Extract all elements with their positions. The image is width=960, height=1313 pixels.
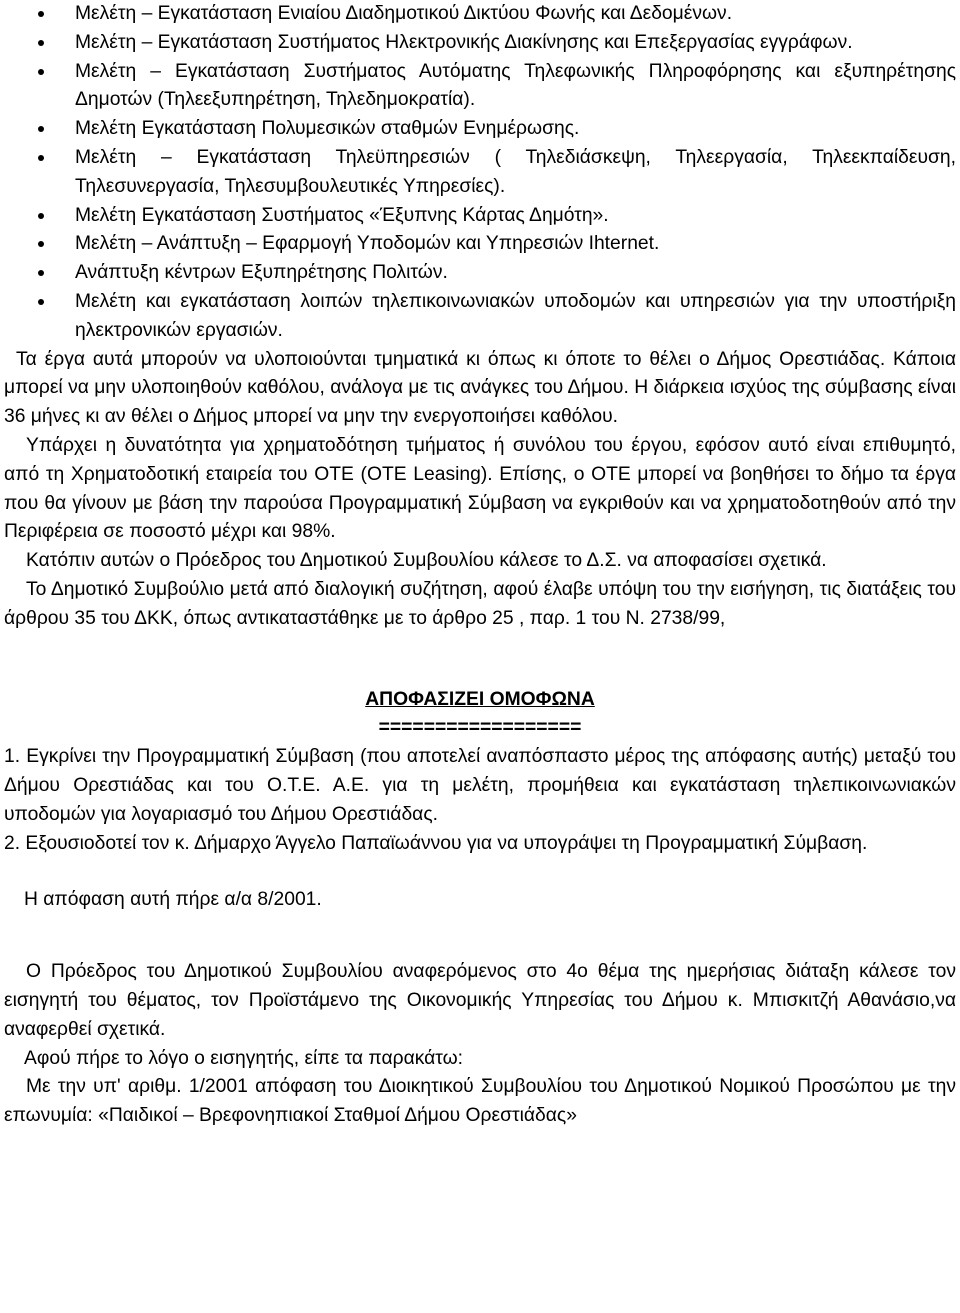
list-item: Μελέτη – Ανάπτυξη – Εφαρμογή Υποδομών και Υπηρεσιών Ihternet. <box>4 230 956 259</box>
decision-number: Η απόφαση αυτή πήρε α/α 8/2001. <box>24 889 322 911</box>
bullet-icon <box>38 126 44 132</box>
bullet-icon <box>38 40 44 46</box>
decision-heading: ΑΠΟΦΑΣΙΖΕΙ ΟΜΟΦΩΝΑ <box>365 688 595 710</box>
list-item: Μελέτη Εγκατάσταση Συστήματος «Έξυπνης Κάρτας Δημότη». <box>4 202 956 231</box>
bullet-icon <box>38 213 44 219</box>
decision-item-2: 2. Εξουσιοδοτεί τον κ. Δήμαρχο Άγγελο Παπαϊωάννου για να υπογράψει τη Προγραμματική Σύμβαση. <box>4 832 868 854</box>
decision-item-1: 1. Εγκρίνει την Προγραμματική Σύμβαση (που αποτελεί αναπόσπαστο μέρος της απόφασης αυτής) μεταξύ του Δήμου Ορεστιάδας και του Ο.Τ.Ε. Α.Ε. για τη μελέτη, προμήθεια και εγκατάσταση τηλεπικοινωνιακών υποδομών για λογαριασμό του Δήμου Ορεστιάδας. <box>4 746 956 825</box>
paragraph-rapporteur: Αφού πήρε το λόγο ο εισηγητής, είπε τα παρακάτω: <box>24 1047 464 1069</box>
list-item: Μελέτη – Εγκατάσταση Τηλεϋπηρεσιών ( Τηλεδιάσκεψη, Τηλεεργασία, Τηλεεκπαίδευση, Τηλεσυνεργασία, Τηλεσυμβουλευτικές Υπηρεσίες). <box>4 144 956 202</box>
paragraph-financing: Υπάρχει η δυνατότητα για χρηματοδότηση τμήματος ή συνόλου του έργου, εφόσον αυτό είναι επιθυμητό, από τη Χρηματοδοτική εταιρεία του ΟΤΕ (ΟΤΕ Leasing). Επίσης, ο ΟΤΕ μπορεί να βοηθήσει το δήμο τα έργα που θα γίνουν με βάση την παρούσα Προγραμματική Σύμβαση να εγκριθούν και να χρηματοδοτηθούν από την Περιφέρεια σε ποσοστό μέχρι και 98%. <box>4 434 956 543</box>
paragraph-council-deliberation: Το Δημοτικό Συμβούλιο μετά από διαλογική συζήτηση, αφού έλαβε υπόψη του την εισήγηση, τις διατάξεις του άρθρου 35 του ΔΚΚ, όπως αντικαταστάθηκε με το άρθρο 25 , παρ. 1 του Ν. 2738/99, <box>4 578 956 629</box>
project-list <box>4 0 956 346</box>
paragraph-decision-reference: Με την υπ' αριθμ. 1/2001 απόφαση του Διοικητικού Συμβουλίου του Δημοτικού Νομικού Προσώπου με την επωνυμία: «Παιδικοί – Βρεφονηπιακοί Σταθμοί Δήμου Ορεστιάδας» <box>4 1076 956 1127</box>
spacer <box>4 858 956 886</box>
spacer <box>4 915 956 958</box>
list-item: Μελέτη – Εγκατάσταση Συστήματος Ηλεκτρονικής Διακίνησης και Επεξεργασίας εγγράφων. <box>4 29 956 58</box>
paragraph-projects-scope: Τα έργα αυτά μπορούν να υλοποιούνται τμηματικά κι όπως κι όποτε το θέλει ο Δήμος Ορεστιάδας. Κάποια μπορεί να μην υλοποιηθούν καθόλου, ανάλογα με τις ανάγκες του Δήμου. Η διάρκεια ισχύος της σύμβασης είναι 36 μήνες κι αν θέλει ο Δήμος μπορεί να μην την ενεργοποιήσει καθόλου. <box>4 348 956 428</box>
bullet-icon <box>38 299 44 305</box>
paragraph-fourth-item: Ο Πρόεδρος του Δημοτικού Συμβουλίου αναφερόμενος στο 4ο θέμα της ημερήσιας διάταξη κάλεσε τον εισηγητή του θέματος, τον Προϊστάμενο της Οικονομικής Υπηρεσίας του Δήμου κ. Μπισκιτζή Αθανάσιο,να αναφερθεί σχετικά. <box>4 961 956 1040</box>
bullet-icon <box>38 69 44 75</box>
bullet-icon <box>38 11 44 17</box>
decision-separator: ================== <box>378 717 582 739</box>
list-item: Μελέτη – Εγκατάσταση Συστήματος Αυτόματης Τηλεφωνικής Πληροφόρησης και εξυπηρέτησης Δημοτών (Τηλεεξυπηρέτηση, Τηλεδημοκρατία). <box>4 58 956 116</box>
bullet-icon <box>38 155 44 161</box>
list-item: Μελέτη – Εγκατάσταση Ενιαίου Διαδημοτικού Δικτύου Φωνής και Δεδομένων. <box>4 0 956 29</box>
bullet-icon <box>38 241 44 247</box>
list-item: Ανάπτυξη κέντρων Εξυπηρέτησης Πολιτών. <box>4 259 956 288</box>
spacer <box>4 634 956 686</box>
document-page <box>4 0 956 1131</box>
list-item: Μελέτη Εγκατάσταση Πολυμεσικών σταθμών Ενημέρωσης. <box>4 115 956 144</box>
list-item: Μελέτη και εγκατάσταση λοιπών τηλεπικοινωνιακών υποδομών και υπηρεσιών για την υποστήριξη ηλεκτρονικών εργασιών. <box>4 288 956 346</box>
paragraph-president-call: Κατόπιν αυτών ο Πρόεδρος του Δημοτικού Συμβουλίου κάλεσε το Δ.Σ. να αποφασίσει σχετικά. <box>26 550 827 572</box>
bullet-icon <box>38 270 44 276</box>
